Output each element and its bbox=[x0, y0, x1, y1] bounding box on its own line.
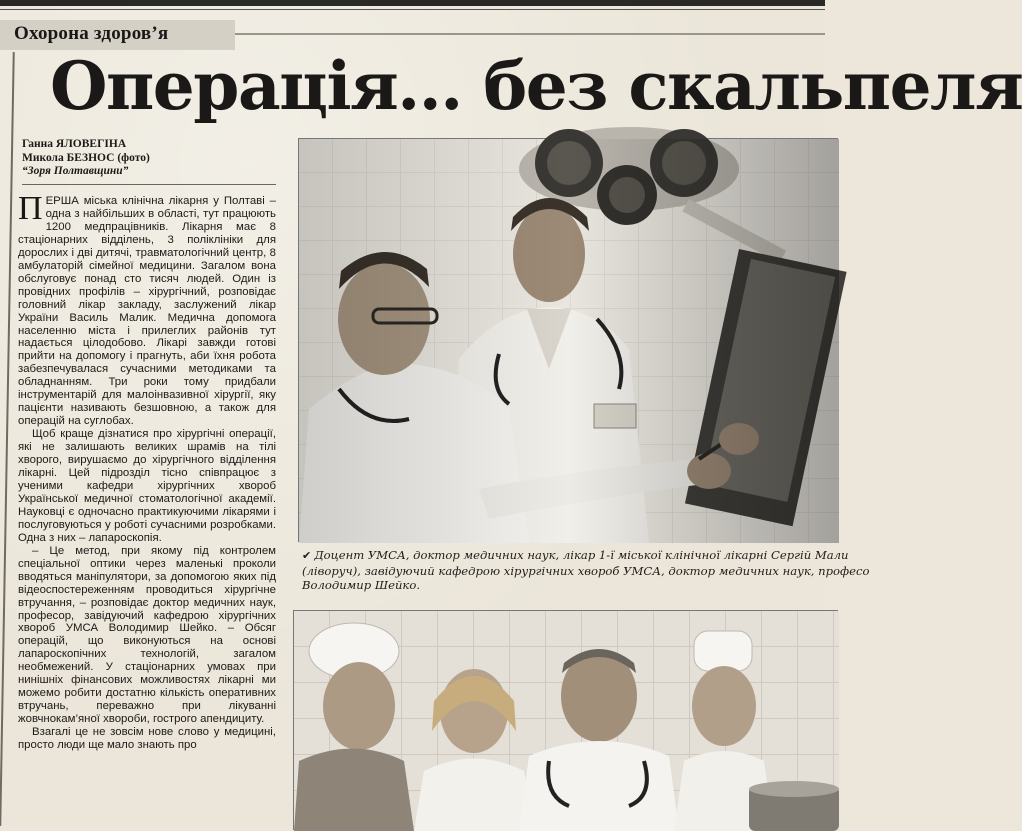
top-thin-rule bbox=[0, 9, 825, 10]
article-body bbox=[18, 190, 276, 752]
caption-text: Доцент УМСА, доктор медичних наук, лікар 1-ї міської клінічної лікарні Сергій Мали bbox=[314, 548, 849, 562]
dropcap: П bbox=[18, 190, 43, 227]
byline-rule bbox=[22, 184, 276, 185]
byline-author: Ганна ЯЛОВЕГІНА bbox=[22, 138, 127, 150]
article-paragraph: Взагалі це не зовсім нове слово у медицині, просто люди ще мало знають про bbox=[18, 726, 276, 752]
left-column-rule bbox=[0, 52, 15, 826]
article-paragraph: – Це метод, при якому під контролем спеціальної оптики через маленькі проколи вводяться маніпулятори, за допомогою яких під відеоспостереженням проводиться хірургічне втручання, – розповідає доктор медичних наук, професор, завідуючий кафедрою хірургічних хвороб УМСА Володимир Шейко. – Обсяг операцій, що виконуються на основі лапароскопічних технологій, загалом необмежений. У стаціонарних умовах при нинішніх фінансових можливостях лікарні ми можемо робити достатню кількість оперативних втручань, переважно при лікуванні жовчнокам’яної хвороби, гострого апендициту. bbox=[18, 544, 276, 726]
caption-line: (ліворуч), завідуючий кафедрою хірургічних хвороб УМСА, доктор медичних наук, професо bbox=[302, 563, 870, 578]
article-paragraph: Щоб краще дізнатися про хірургічні операції, які не залишають великих шрамів на тілі хворого, вирушаємо до хірургічного відділення лікарні. Цей підрозділ тісно співпрацює з ученими кафедри хірургічних хвороб Української медичної стоматологічної академії. Науковці є одночасно практикуючими лікарями і послуговуються у роботі сучасними розробками. Одна з них – лапароскопія. bbox=[18, 428, 276, 544]
top-border-rule bbox=[0, 0, 825, 6]
caption-line bbox=[302, 548, 849, 564]
section-rule bbox=[235, 33, 825, 35]
section-label: Охорона здоров’я bbox=[14, 23, 169, 44]
article-paragraph bbox=[18, 190, 276, 428]
headline: Операція... без скальпеля bbox=[50, 47, 1022, 125]
byline-photographer: Микола БЕЗНОС (фото) bbox=[22, 151, 150, 164]
photo-medical-staff bbox=[293, 610, 838, 830]
photo-caption bbox=[302, 548, 870, 593]
byline bbox=[22, 138, 282, 179]
byline-source: “Зоря Полтавщини” bbox=[22, 165, 129, 177]
caption-line: Володимир Шейко. bbox=[302, 578, 421, 593]
photo-doctors-xray bbox=[298, 138, 838, 542]
article-paragraph-text: ЕРША міська клінічна лікарня у Полтаві – одна з найбільших в області, тут працюють 1200 медпрацівників. Лікарня має 8 стаціонарних відділень, 3 поліклініки для дорослих і дві дитячі, травматологічний центр, 8 амбулаторій сімейної медицини. Загалом вона обслуговує понад сто тисяч людей. Один із провідних профілів – хірургічний, розповідає головний лікар закладу, заслужений лікар України Василь Малик. Медична допомога населенню міста і прилеглих районів тут надається цілодобово. Лікарі завжди готові прийти на допомогу і прагнуть, аби їхня робота забезпечувалася сучасними методиками та обладнанням. Три роки тому придбали інструментарій для малоінвазивної хірургії, яку пацієнти називають безшовною, а також для операцій на суглобах. bbox=[18, 195, 276, 428]
caption-check-icon: ✔ bbox=[302, 549, 312, 562]
